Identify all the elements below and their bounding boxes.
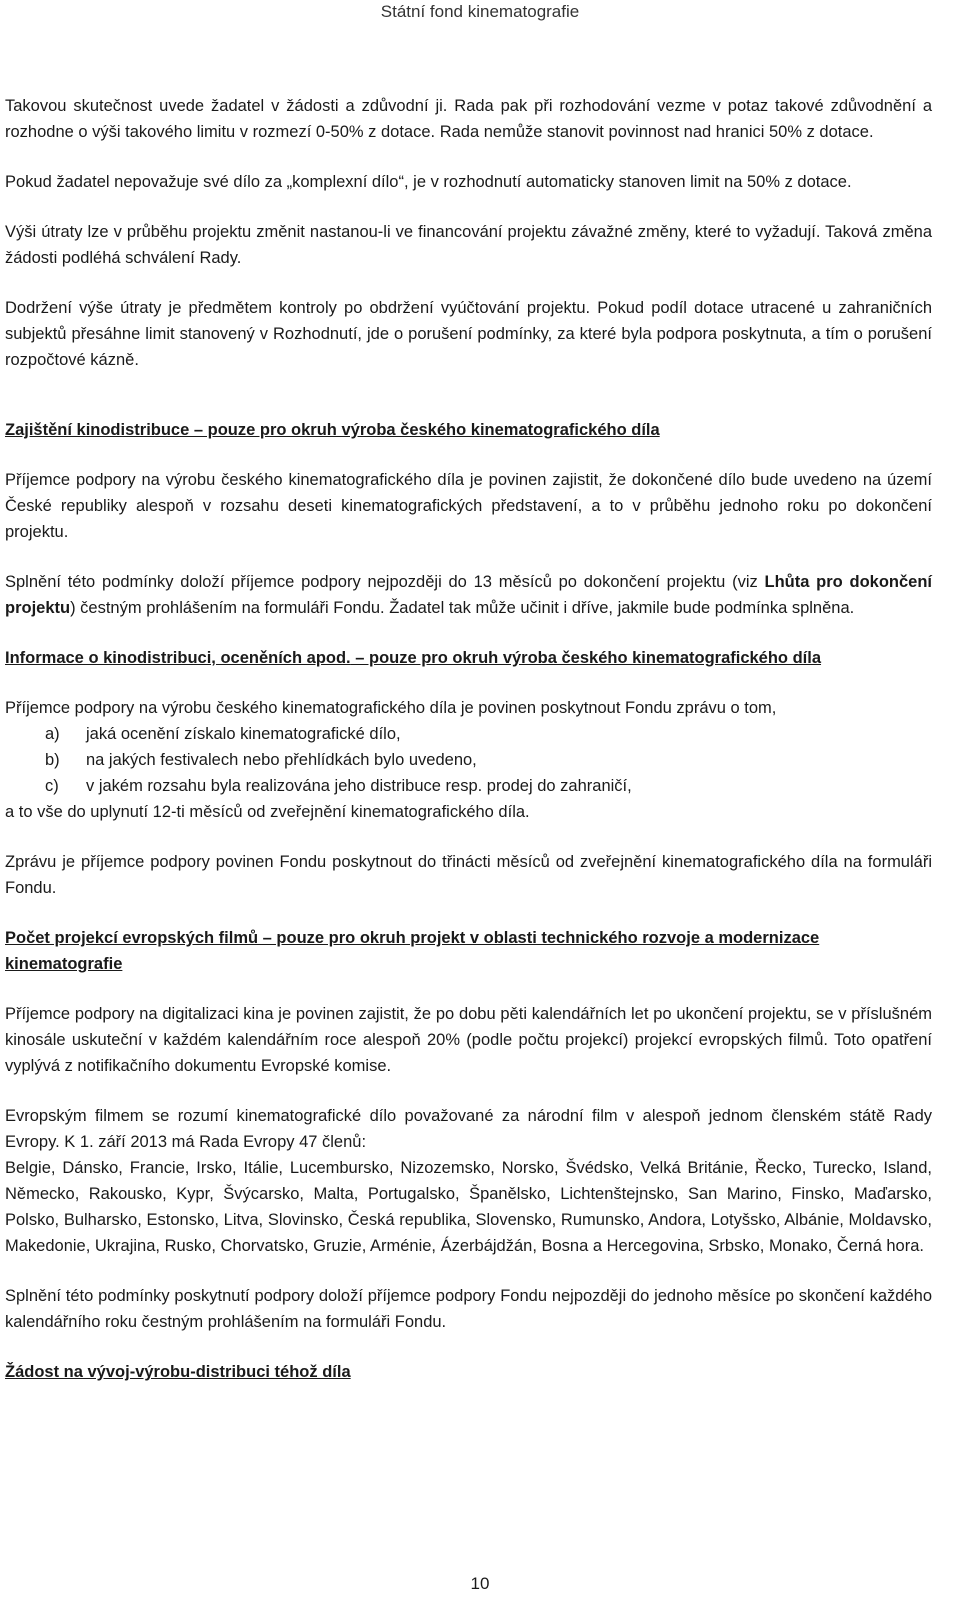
list-item-marker: a) [45, 725, 60, 743]
paragraph-distribution-requirement: Příjemce podpory na výrobu českého kinematografického díla je povinen zajistit, že dokončené dílo bude uvedeno na území České republiky alespoň v rozsahu deseti kinematografických představení, a to v průběhu jednoho roku po dokončení projektu. [5, 471, 932, 541]
page-number: 10 [470, 1574, 490, 1593]
section-heading-distribution-info [5, 645, 932, 671]
list-item-text: na jakých festivalech nebo přehlídkách bylo uvedeno, [86, 751, 477, 769]
list-item [5, 747, 932, 773]
list-item-text: jaká ocenění získalo kinematografické dílo, [86, 725, 401, 743]
paragraph-spending-change: Výši útraty lze v průběhu projektu změnit nastanou-li ve financování projektu závažné změny, které to vyžadují. Taková změna žádosti podléhá schválení Rady. [5, 223, 932, 267]
list-item-marker: b) [45, 751, 60, 769]
paragraph-report-form: Zprávu je příjemce podpory povinen Fondu poskytnout do třinácti měsíců od zveřejnění kinematografického díla na formuláři Fondu. [5, 853, 932, 897]
section-heading-european-films: Počet projekcí evropských filmů – pouze pro okruh projekt v oblasti technického rozvoje a modernizace kinematografie [5, 929, 820, 973]
paragraph-distribution-proof-start: Splnění této podmínky doloží příjemce podpory nejpozději do 13 měsíců po dokončení projektu (viz [5, 573, 765, 591]
paragraph-european-films-proof: Splnění této podmínky poskytnutí podpory doloží příjemce podpory Fondu nejpozději do jednoho měsíce po skončení každého kalendářního roku čestným prohlášením na formuláři Fondu. [5, 1287, 932, 1331]
list-item [5, 721, 932, 747]
paragraph-distribution-proof-end: ) čestným prohlášením na formuláři Fondu. Žadatel tak může učinit i dříve, jakmile bude podmínka splněna. [70, 599, 855, 617]
paragraph-spending-control: Dodržení výše útraty je předmětem kontroly po obdržení vyúčtování projektu. Pokud podíl dotace utracené u zahraničních subjektů přesáhne limit stanovený v Rozhodnutí, jde o porušení podmínky, za které byla podpora poskytnuta, a tím o porušení rozpočtové kázně. [5, 299, 932, 369]
paragraph-digitization-requirement: Příjemce podpory na digitalizaci kina je povinen zajistit, že po dobu pěti kalendářních let po ukončení projektu, se v příslušném kinosále uskuteční v každém kalendářním roce alespoň 20% (podle počtu projekcí) projekcí evropských filmů. Toto opatření vyplývá z notifikačního dokumentu Evropské komise. [5, 1005, 932, 1075]
paragraph-non-complex-work: Pokud žadatel nepovažuje své dílo za „komplexní dílo“, je v rozhodnutí automaticky stanoven limit na 50% z dotace. [5, 173, 852, 191]
paragraph-distribution-proof [5, 569, 932, 621]
list-item [5, 773, 932, 799]
paragraph-european-film-definition: Evropským filmem se rozumí kinematografické dílo považované za národní film v alespoň jednom členském státě Rady Evropy. K 1. září 2013 má Rada Evropy 47 členů: [5, 1107, 932, 1151]
page-header-title: Státní fond kinematografie [380, 2, 580, 21]
deadline-reference: Lhůta pro dokončení projektu [5, 573, 932, 617]
document-body [5, 93, 932, 1385]
report-items-list [5, 721, 932, 799]
section-heading-distribution-info-part1: Informace o kinodistribuci, oceněních apod. [5, 649, 351, 667]
paragraph-report-intro: Příjemce podpory na výrobu českého kinematografického díla je povinen poskytnout Fondu zprávu o tom, [5, 699, 777, 717]
section-heading-distribution-info-part2: – pouze pro okruh výroba českého kinematografického díla [350, 649, 822, 667]
section-heading-cinema-distribution: Zajištění kinodistribuce – pouze pro okruh výroba českého kinematografického díla [5, 421, 660, 439]
paragraph-report-deadline: a to vše do uplynutí 12-ti měsíců od zveřejnění kinematografického díla. [5, 803, 530, 821]
list-item-text: v jakém rozsahu byla realizována jeho distribuce resp. prodej do zahraničí, [86, 777, 632, 795]
paragraph-limit-justification: Takovou skutečnost uvede žadatel v žádosti a zdůvodní ji. Rada pak při rozhodování vezme v potaz takové zdůvodnění a rozhodne o výši takového limitu v rozmezí 0-50% z dotace. Rada nemůže stanovit povinnost nad hranici 50% z dotace. [5, 97, 932, 141]
section-heading-combined-application: Žádost na vývoj-výrobu-distribuci téhož díla [5, 1363, 351, 1381]
list-item-marker: c) [45, 777, 59, 795]
paragraph-council-members: Belgie, Dánsko, Francie, Irsko, Itálie, Lucembursko, Nizozemsko, Norsko, Švédsko, Velká Británie, Řecko, Turecko, Island, Německo, Rakousko, Kypr, Švýcarsko, Malta, Portugalsko, Španělsko, Lichtenštejnsko, San Marino, Finsko, Maďarsko, Polsko, Bulharsko, Estonsko, Litva, Slovinsko, Česká republika, Slovensko, Rumunsko, Andora, Lotyšsko, Albánie, Moldavsko, Makedonie, Ukrajina, Rusko, Chorvatsko, Gruzie, Arménie, Ázerbájdžán, Bosna a Hercegovina, Srbsko, Monako, Černá hora. [5, 1159, 932, 1255]
